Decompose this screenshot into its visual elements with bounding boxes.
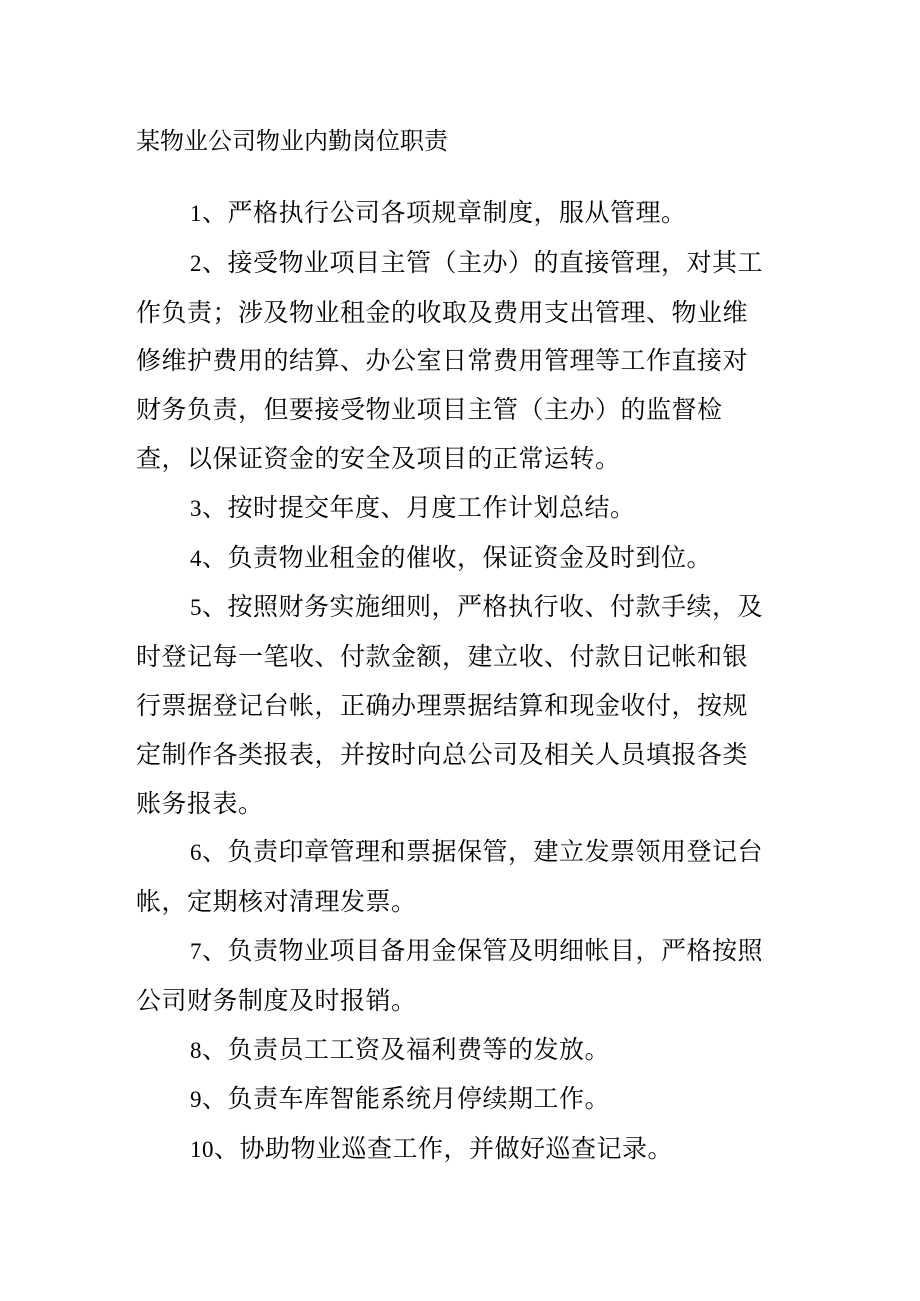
item-text: 、协助物业巡查工作，并做好巡查记录。	[214, 1134, 674, 1164]
item-text: 、负责物业租金的催收，保证资金及时到位。	[202, 542, 713, 572]
duty-item-5	[136, 583, 772, 828]
item-number: 2	[190, 250, 202, 276]
item-number: 8	[190, 1037, 202, 1063]
item-number: 3	[190, 495, 202, 521]
item-number: 10	[190, 1137, 214, 1163]
duty-item-4	[136, 534, 772, 584]
item-text: 、负责印章管理和票据保管，建立发票领用登记台帐，定期核对清理发票。	[136, 837, 764, 917]
duty-item-10	[136, 1125, 772, 1175]
item-text: 、按时提交年度、月度工作计划总结。	[202, 492, 636, 522]
duty-item-7	[136, 927, 772, 1026]
document-title: 某物业公司物业内勤岗位职责	[136, 127, 448, 155]
duty-item-9	[136, 1075, 772, 1125]
duty-item-3	[136, 484, 772, 534]
item-text: 、负责物业项目备用金保管及明细帐目，严格按照公司财务制度及时报销。	[136, 935, 764, 1015]
item-number: 1	[190, 201, 202, 226]
item-number: 6	[190, 840, 202, 866]
duty-item-1	[136, 189, 772, 239]
item-number: 9	[190, 1087, 202, 1113]
item-text: 、负责员工工资及福利费等的发放。	[202, 1034, 611, 1064]
document-body	[136, 189, 772, 1175]
item-text: 、接受物业项目主管（主办）的直接管理，对其工作负责；涉及物业租金的收取及费用支出管理、物业维修维护费用的结算、办公室日常费用管理等工作直接对财务负责，但要接受物业项目主管（主办）的监督检查，以保证资金的安全及项目的正常运转。	[136, 247, 764, 473]
item-text: 、严格执行公司各项规章制度，服从管理。	[202, 198, 687, 227]
item-text: 、负责车库智能系统月停续期工作。	[202, 1084, 611, 1114]
duty-item-2	[136, 239, 772, 484]
duty-item-8	[136, 1026, 772, 1076]
duty-item-6	[136, 828, 772, 927]
item-text: 、按照财务实施细则，严格执行收、付款手续，及时登记每一笔收、付款金额，建立收、付款日记帐和银行票据登记台帐，正确办理票据结算和现金收付，按规定制作各类报表，并按时向总公司及相关人员填报各类账务报表。	[136, 592, 764, 818]
item-number: 7	[190, 938, 202, 964]
item-number: 4	[190, 545, 202, 571]
item-number: 5	[190, 595, 202, 621]
